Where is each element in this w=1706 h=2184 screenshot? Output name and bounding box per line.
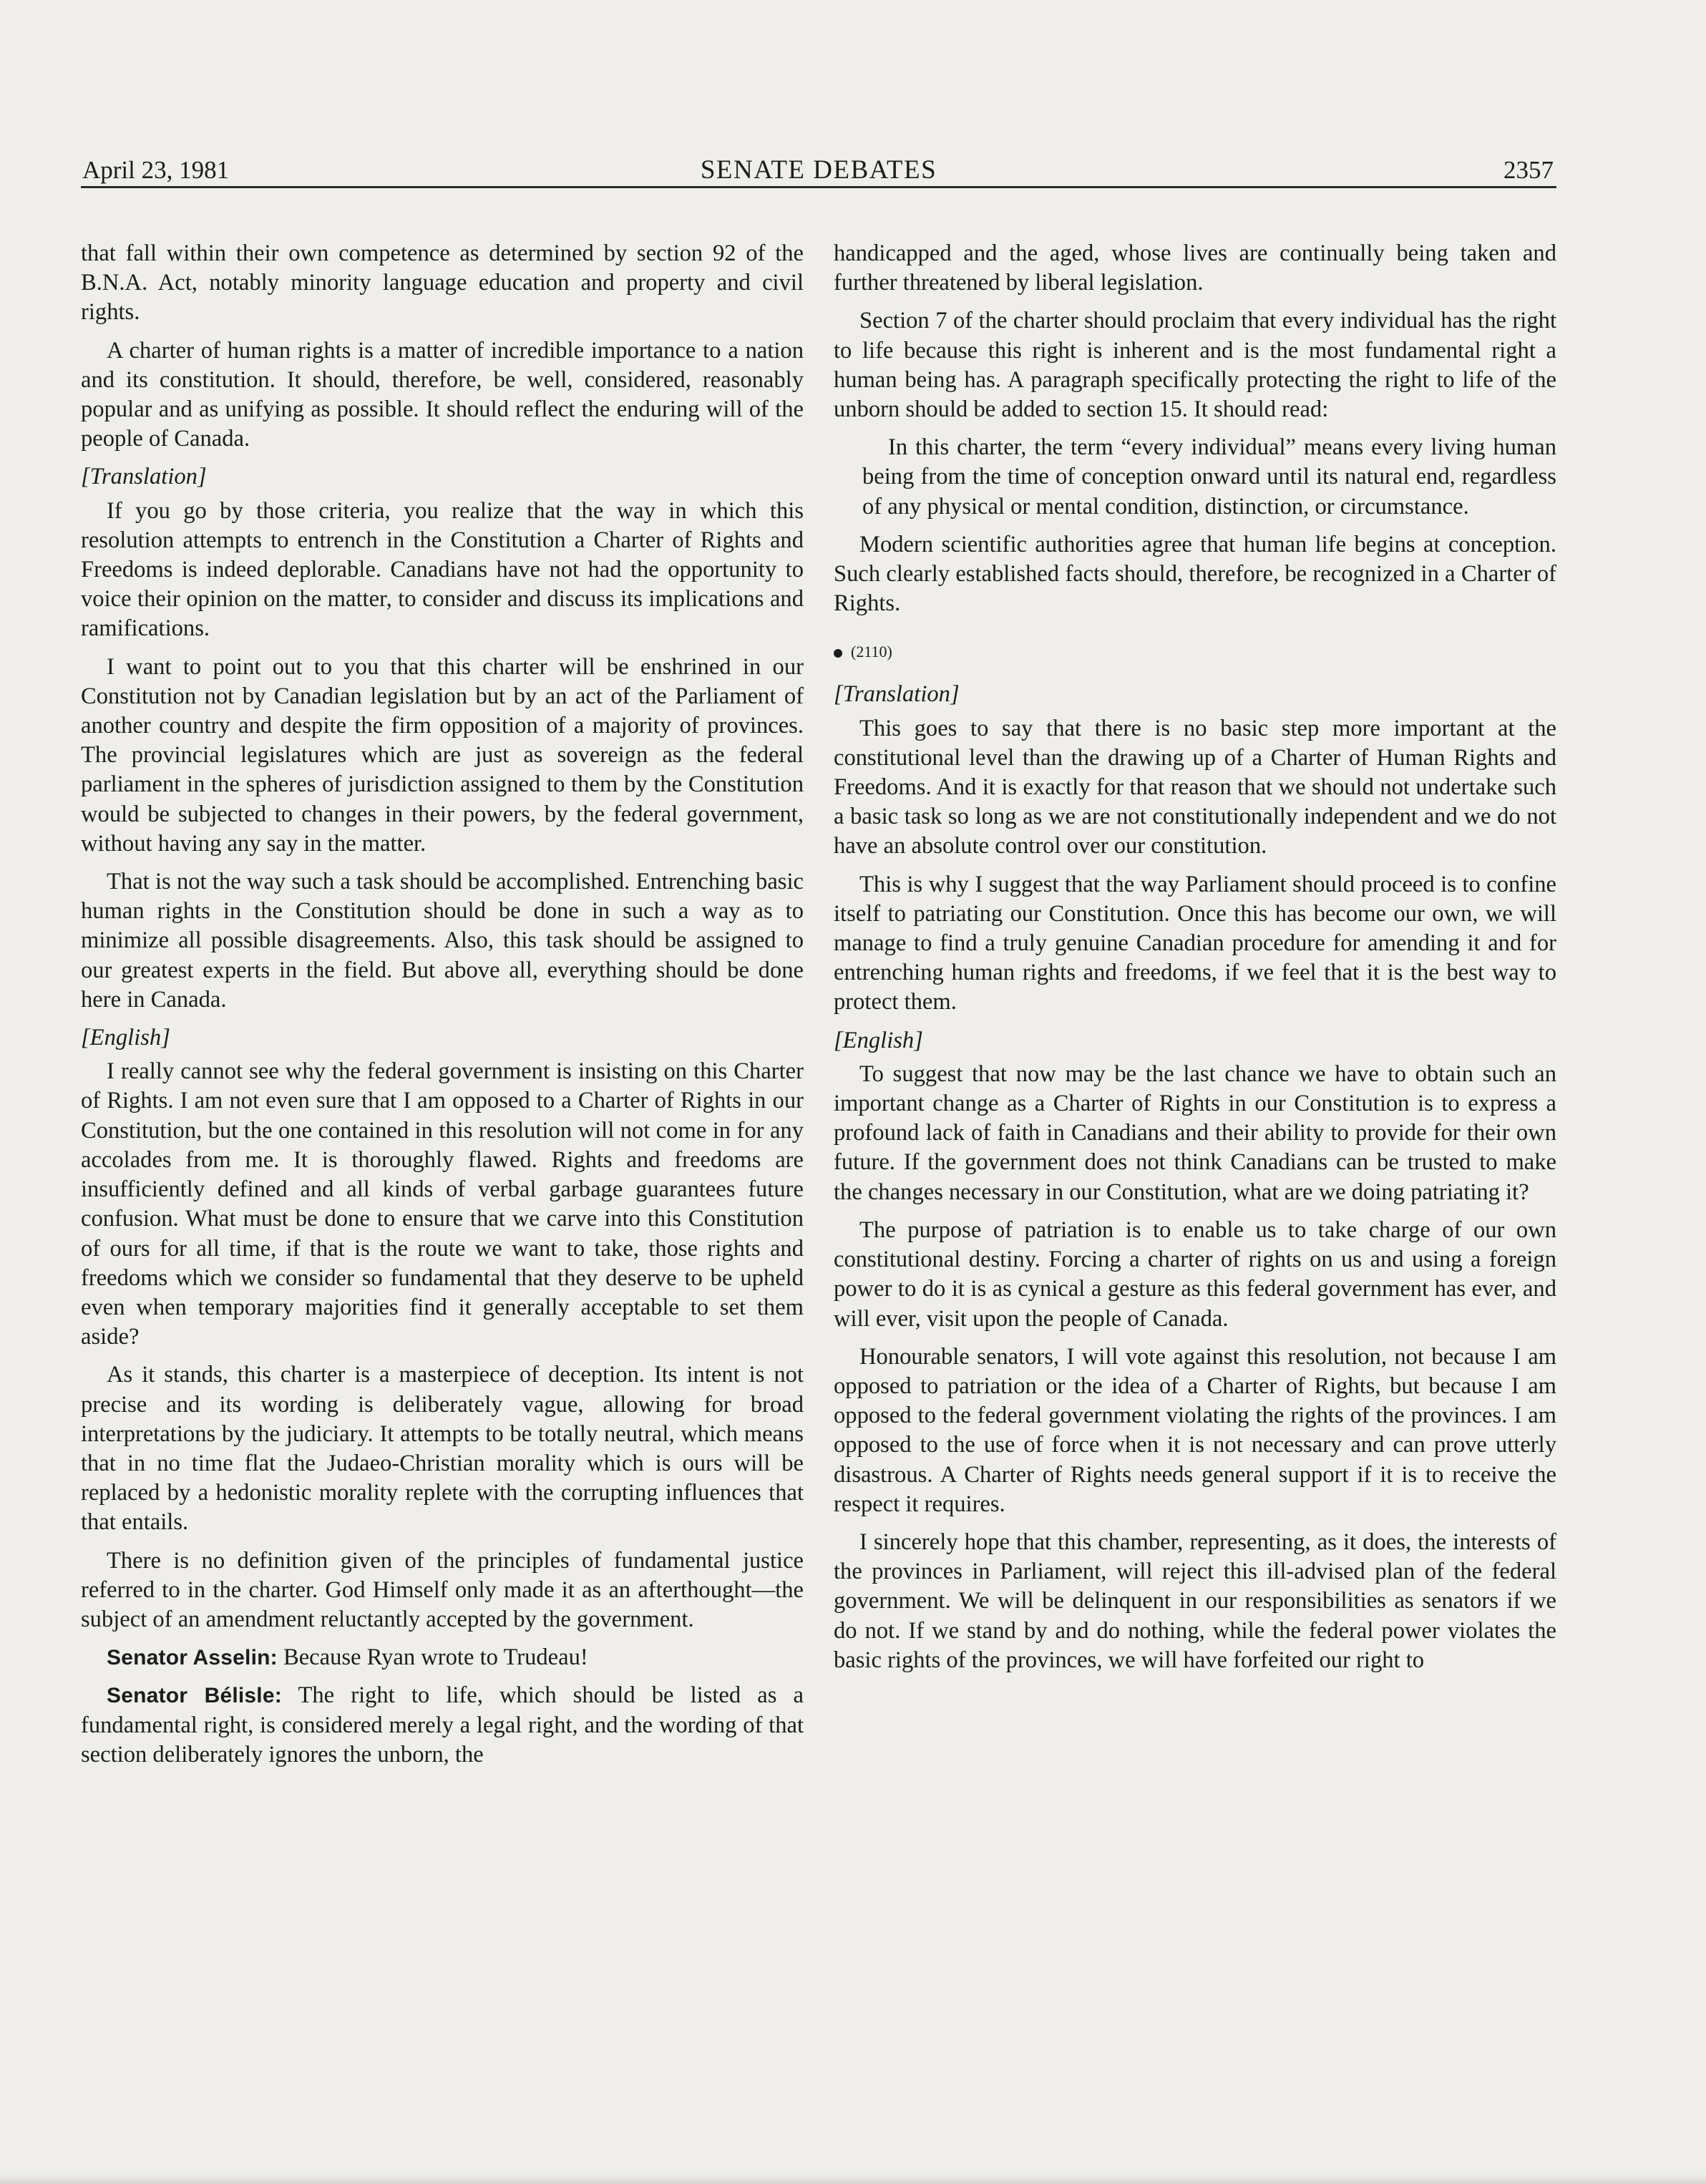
- right-paragraph-3: Modern scientific authorities agree that human life begins at conception. Such clearly established facts should, therefore, be recognized in a Charter of Rights.: [834, 531, 1556, 617]
- left-paragraph-7: As it stands, this charter is a masterpiece of deception. Its intent is not precise and its wording is deliberately vague, allowing for broad interpretations by the judiciary. It attempts to be totally neutral, which means that in no time flat the Judaeo-Christian morality which is ours will be replaced by a hedonistic morality replete with the corrupting influences that that entails.: [81, 1362, 804, 1536]
- page-header: [81, 150, 1556, 188]
- left-paragraph-5: That is not the way such a task should be accomplished. Entrenching basic human rights in the Constitution should be done in such a way as to minimize all possible disagreements. Also, this task should be assigned to our greatest experts in the field. But above all, everything should be done here in Canada.: [81, 869, 804, 1013]
- speaker-text-belisle: The right to life, which should be listed as a fundamental right, is considered merely a legal right, and the wording of that section deliberately ignores the unborn, the: [81, 1682, 804, 1768]
- timestamp-text: (2110): [851, 643, 892, 661]
- right-paragraph-8: Honourable senators, I will vote against this resolution, not because I am opposed to patriation or the idea of a Charter of Rights, but because I am opposed to the federal government violating the rights of the provinces. I am opposed to the use of force when it is not necessary and can prove utterly disastrous. A Charter of Rights needs general support if it is to receive the respect it requires.: [834, 1343, 1556, 1517]
- header-page-number: 2357: [1503, 156, 1554, 184]
- right-paragraph-6: To suggest that now may be the last chance we have to obtain such an important change as a Charter of Rights in our Constitution is to express a profound lack of faith in Canadians and their ability to provide for their own future. If the government does not think Canadians can be trusted to make the changes necessary in our Constitution, what are we doing patriating it?: [834, 1061, 1556, 1205]
- timestamp-marker: [834, 643, 1556, 661]
- speaker-paragraph-asselin: [81, 1643, 804, 1672]
- block-quote: In this charter, the term “every individual” means every living human being from the time of conception onward until its natural end, regardless of any physical or mental condition, distinction, or circumstance.: [862, 434, 1556, 520]
- right-column: [834, 239, 1556, 1684]
- right-paragraph-4: This goes to say that there is no basic step more important at the constitutional level than the drawing up of a Charter of Human Rights and Freedoms. And it is exactly for that reason that we should not undertake such a basic task so long as we are not constitutionally independent and we do not have an absolute control over our constitution.: [834, 715, 1556, 859]
- speaker-paragraph-belisle: [81, 1681, 804, 1770]
- left-paragraph-3: If you go by those criteria, you realize that the way in which this resolution attempts to entrench in the Constitution a Charter of Rights and Freedoms is indeed deplorable. Canadians have not had the opportunity to voice their opinion on the matter, to consider and discuss its implications and ramifications.: [81, 497, 804, 642]
- left-column: [81, 239, 804, 1778]
- english-marker: [English]: [834, 1027, 923, 1053]
- english-marker: [English]: [81, 1025, 170, 1051]
- left-paragraph-8: There is no definition given of the principles of fundamental justice referred to in the charter. God Himself only made it as an afterthought—the subject of an amendment reluctantly accepted by the government.: [81, 1547, 804, 1632]
- speaker-name-asselin: Senator Asselin:: [107, 1646, 278, 1670]
- left-paragraph-6: I really cannot see why the federal government is insisting on this Charter of Rights. I am not even sure that I am opposed to a Charter of Rights in our Constitution, but the one contained in this resolution will not come in for any accolades from me. It is thoroughly flawed. Rights and freedoms are insufficiently defined and all kinds of verbal garbage guarantees future confusion. What must be done to ensure that we carve into this Constitution of ours for all time, if that is the route we want to take, those rights and freedoms which we consider so fundamental that they deserve to be upheld even when temporary majorities find it generally acceptable to set them aside?: [81, 1058, 804, 1350]
- left-paragraph-1: that fall within their own competence as determined by section 92 of the B.N.A. Act, notably minority language education and property and civil rights.: [81, 240, 804, 326]
- speaker-text-asselin: Because Ryan wrote to Trudeau!: [277, 1644, 588, 1671]
- bullet-dot-icon: [834, 649, 842, 658]
- scan-bottom-edge: [0, 2174, 1706, 2184]
- header-publication-title: SENATE DEBATES: [700, 155, 937, 185]
- speaker-name-belisle: Senator Bélisle:: [107, 1684, 282, 1708]
- left-paragraph-4: I want to point out to you that this charter will be enshrined in our Constitution not by Canadian legislation but by an act of the Parliament of another country and despite the firm opposition of a majority of provinces. The provincial legislatures which are just as sovereign as the federal parliament in the spheres of jurisdiction assigned to them by the Constitution would be subjected to changes in their powers, by the federal government, without having any say in the matter.: [81, 653, 804, 857]
- header-date: April 23, 1981: [82, 156, 230, 184]
- right-paragraph-5: This is why I suggest that the way Parliament should proceed is to confine itself to patriating our Constitution. Once this has become our own, we will manage to find a truly genuine Canadian procedure for amending it and for entrenching human rights and freedoms, if we feel that it is the best way to protect them.: [834, 871, 1556, 1015]
- right-paragraph-2: Section 7 of the charter should proclaim that every individual has the right to life because this right is inherent and is the most fundamental right a human being has. A paragraph specifically protecting the right to life of the unborn should be added to section 15. It should read:: [834, 308, 1556, 423]
- translation-marker: [Translation]: [81, 464, 207, 490]
- right-paragraph-9: I sincerely hope that this chamber, representing, as it does, the interests of the provinces in Parliament, will reject this ill-advised plan of the federal government. We will be delinquent in our responsibilities as senators if we do not. If we stand by and do nothing, while the federal power violates the basic rights of the provinces, we will have forfeited our right to: [834, 1529, 1556, 1673]
- right-paragraph-7: The purpose of patriation is to enable us to take charge of our own constitutional destiny. Forcing a charter of rights on us and using a foreign power to do it is as cynical a gesture as this federal government has ever, and will ever, visit upon the people of Canada.: [834, 1217, 1556, 1332]
- left-paragraph-2: A charter of human rights is a matter of incredible importance to a nation and its constitution. It should, therefore, be well, considered, reasonably popular and as unifying as possible. It should reflect the enduring will of the people of Canada.: [81, 337, 804, 452]
- translation-marker: [Translation]: [834, 681, 960, 708]
- right-paragraph-1: handicapped and the aged, whose lives are continually being taken and further threatened by liberal legislation.: [834, 240, 1556, 296]
